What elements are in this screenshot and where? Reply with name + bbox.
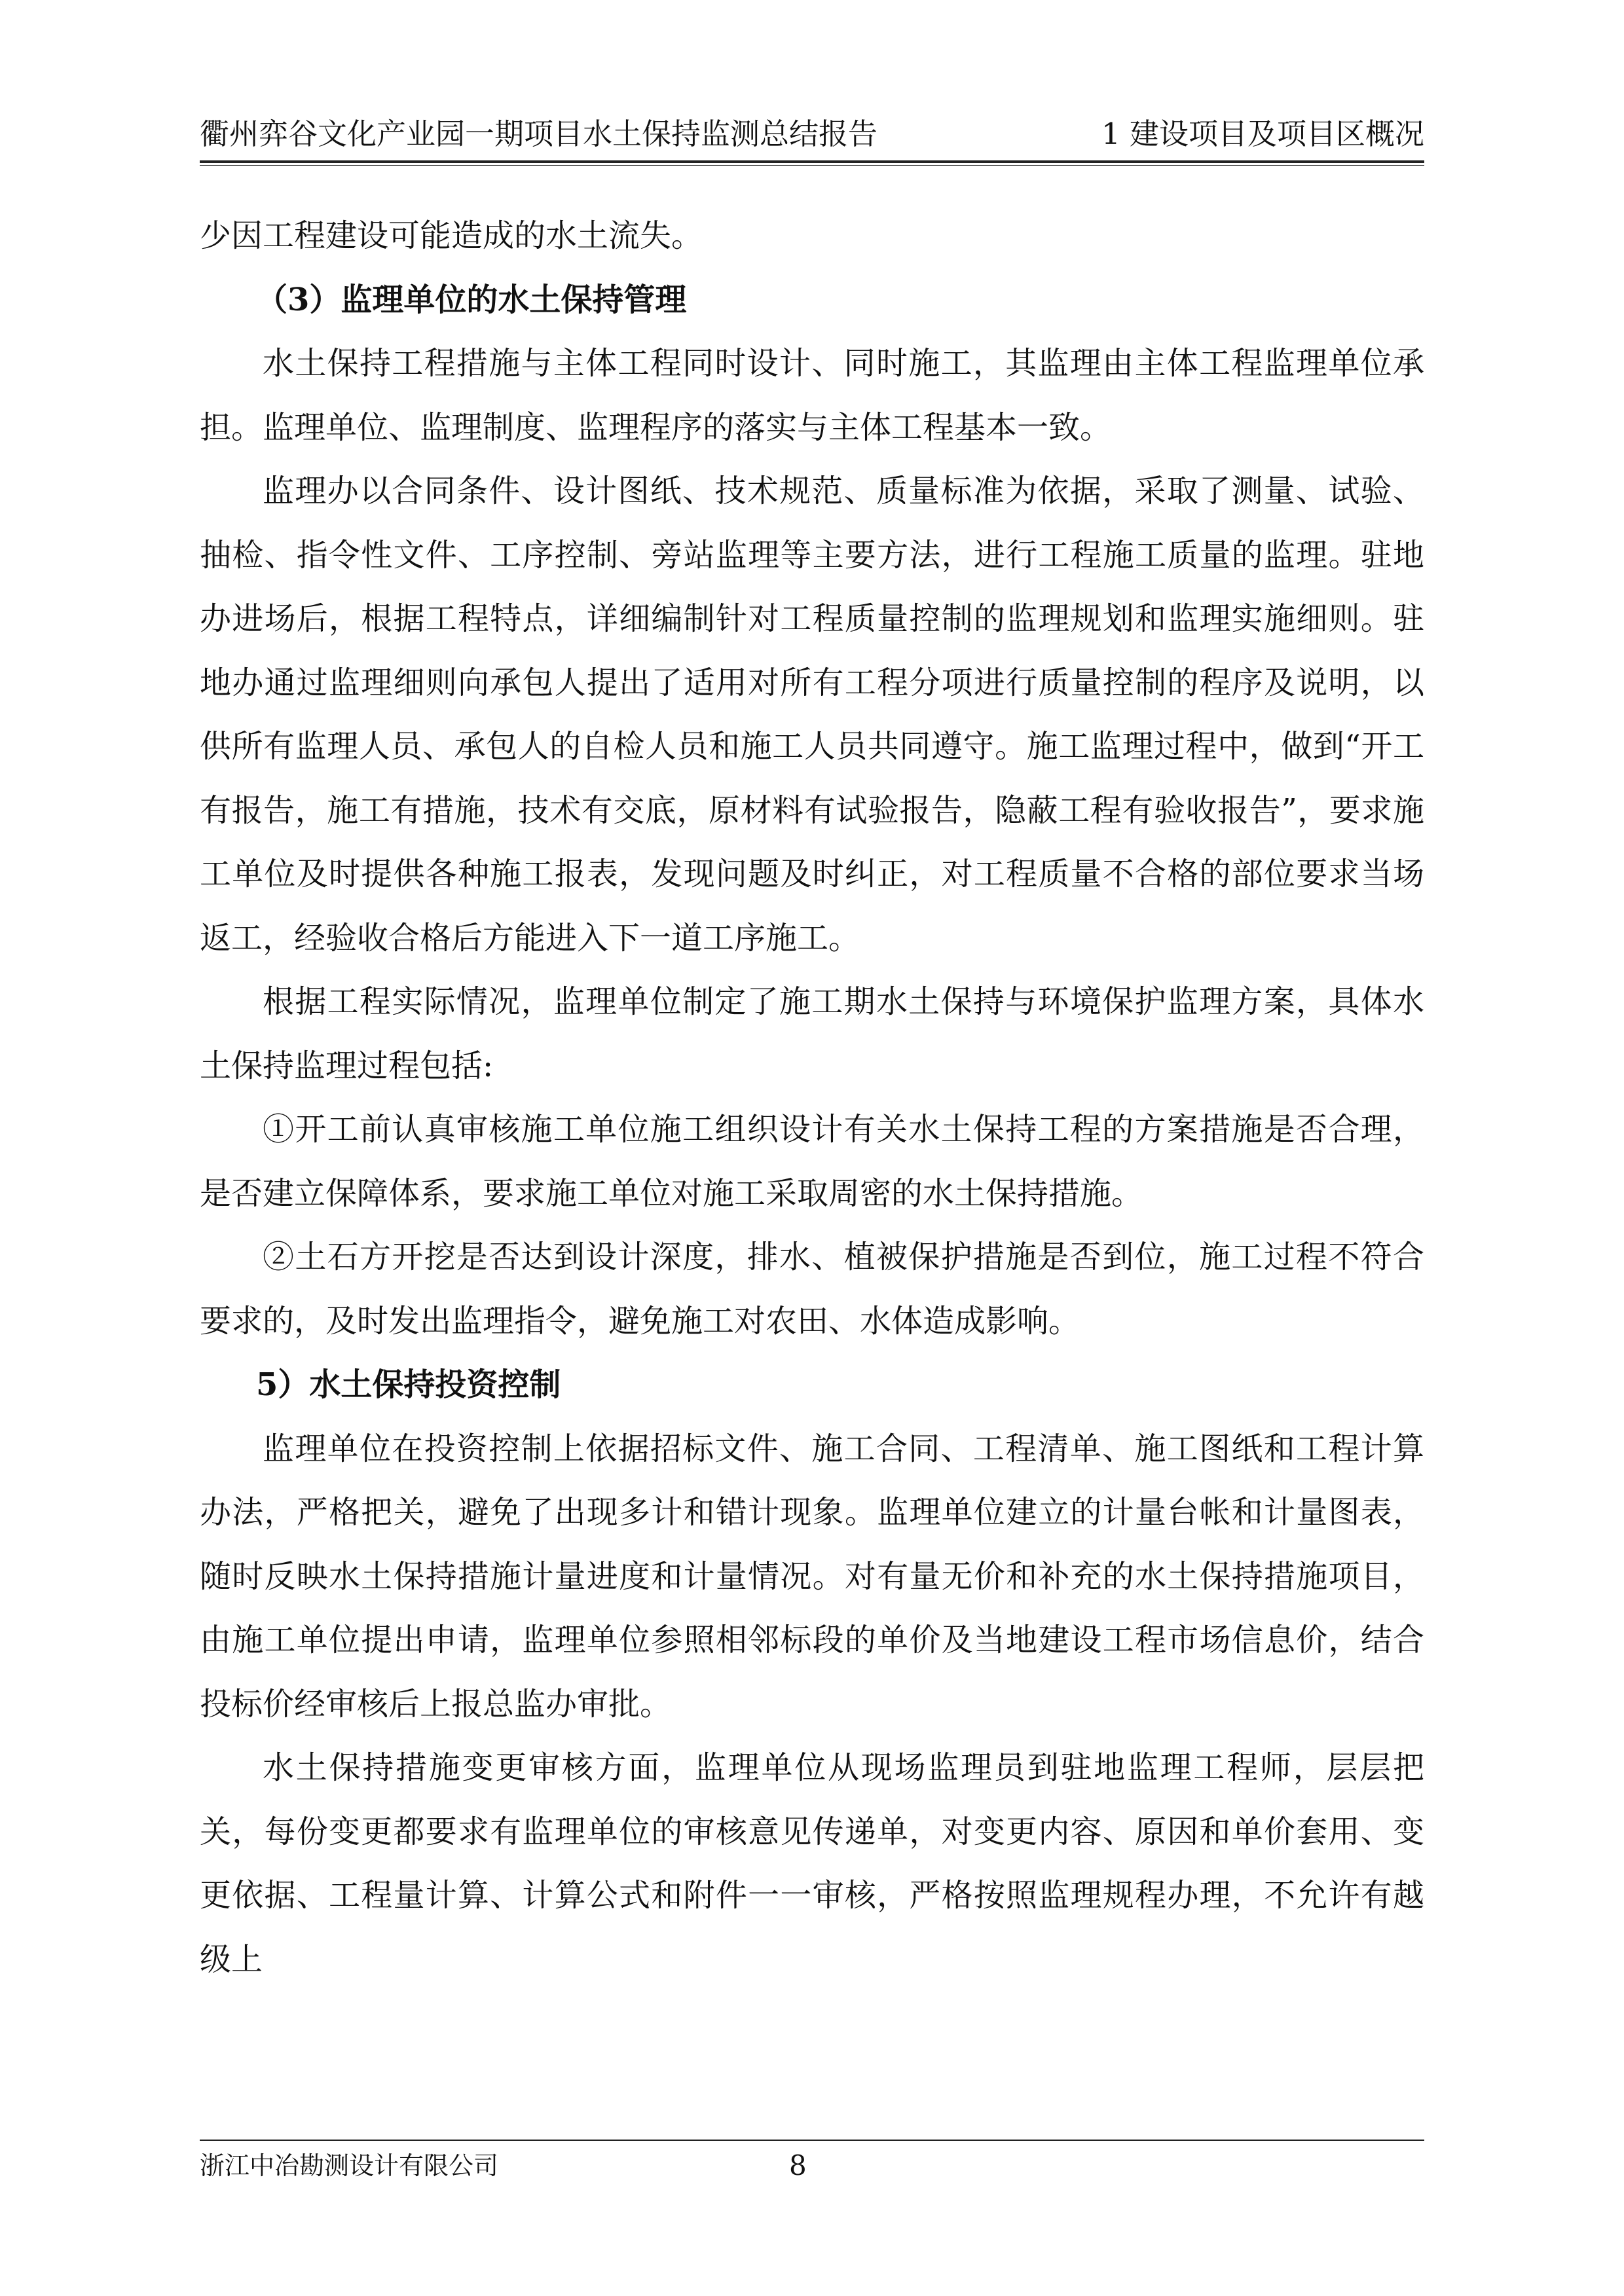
footer-company: 浙江中冶勘测设计有限公司 [200,2151,499,2180]
section-heading-investment: 5）水土保持投资控制 [256,1366,561,1403]
header-rule-thin [200,165,1424,166]
paragraph: 根据工程实际情况，监理单位制定了施工期水土保持与环境保护监理方案，具体水土保持监理过程包括: [200,983,1424,1084]
paragraph: 水土保持工程措施与主体工程同时设计、同时施工，其监理由主体工程监理单位承担。监理单位、监理制度、监理程序的落实与主体工程基本一致。 [200,345,1424,446]
header-chapter-title: 1 建设项目及项目区概况 [1101,117,1424,151]
footer-rule [200,2140,1424,2141]
page-number: 8 [789,2149,807,2181]
paragraph: 监理单位在投资控制上依据招标文件、施工合同、工程清单、施工图纸和工程计算办法，严格把关，避免了出现多计和错计现象。监理单位建立的计量台帐和计量图表，随时反映水土保持措施计量进度和计量情况。对有量无价和补充的水土保持措施项目，由施工单位提出申请，监理单位参照相邻标段的单价及当地建设工程市场信息价，结合投标价经审核后上报总监办审批。 [200,1430,1424,1722]
section-heading-supervision: （3）监理单位的水土保持管理 [256,281,687,318]
paragraph: 监理办以合同条件、设计图纸、技术规范、质量标准为依据，采取了测量、试验、抽检、指令性文件、工序控制、旁站监理等主要方法，进行工程施工质量的监理。驻地办进场后，根据工程特点，详细编制针对工程质量控制的监理规划和监理实施细则。驻地办通过监理细则向承包人提出了适用对所有工程分项进行质量控制的程序及说明，以供所有监理人员、承包人的自检人员和施工人员共同遵守。施工监理过程中，做到“开工有报告，施工有措施，技术有交底，原材料有试验报告，隐蔽工程有验收报告”，要求施工单位及时提供各种施工报表，发现问题及时纠正，对工程质量不合格的部位要求当场返工，经验收合格后方能进入下一道工序施工。 [200,473,1424,957]
header-document-title: 衢州弈谷文化产业园一期项目水土保持监测总结报告 [200,117,878,151]
page-footer [200,2146,1424,2185]
list-item-1: ①开工前认真审核施工单位施工组织设计有关水土保持工程的方案措施是否合理，是否建立保障体系，要求施工单位对施工采取周密的水土保持措施。 [200,1111,1424,1212]
paragraph-continuation: 少因工程建设可能造成的水土流失。 [200,217,703,254]
header-rule [200,160,1424,163]
page-header [200,111,1424,157]
list-item-2: ②土石方开挖是否达到设计深度，排水、植被保护措施是否到位，施工过程不符合要求的，及时发出监理指令，避免施工对农田、水体造成影响。 [200,1239,1424,1339]
paragraph: 水土保持措施变更审核方面，监理单位从现场监理员到驻地监理工程师，层层把关，每份变更都要求有监理单位的审核意见传递单，对变更内容、原因和单价套用、变更依据、工程量计算、计算公式和附件一一审核，严格按照监理规程办理，不允许有越级上 [200,1749,1424,1978]
document-body [200,204,1424,1992]
